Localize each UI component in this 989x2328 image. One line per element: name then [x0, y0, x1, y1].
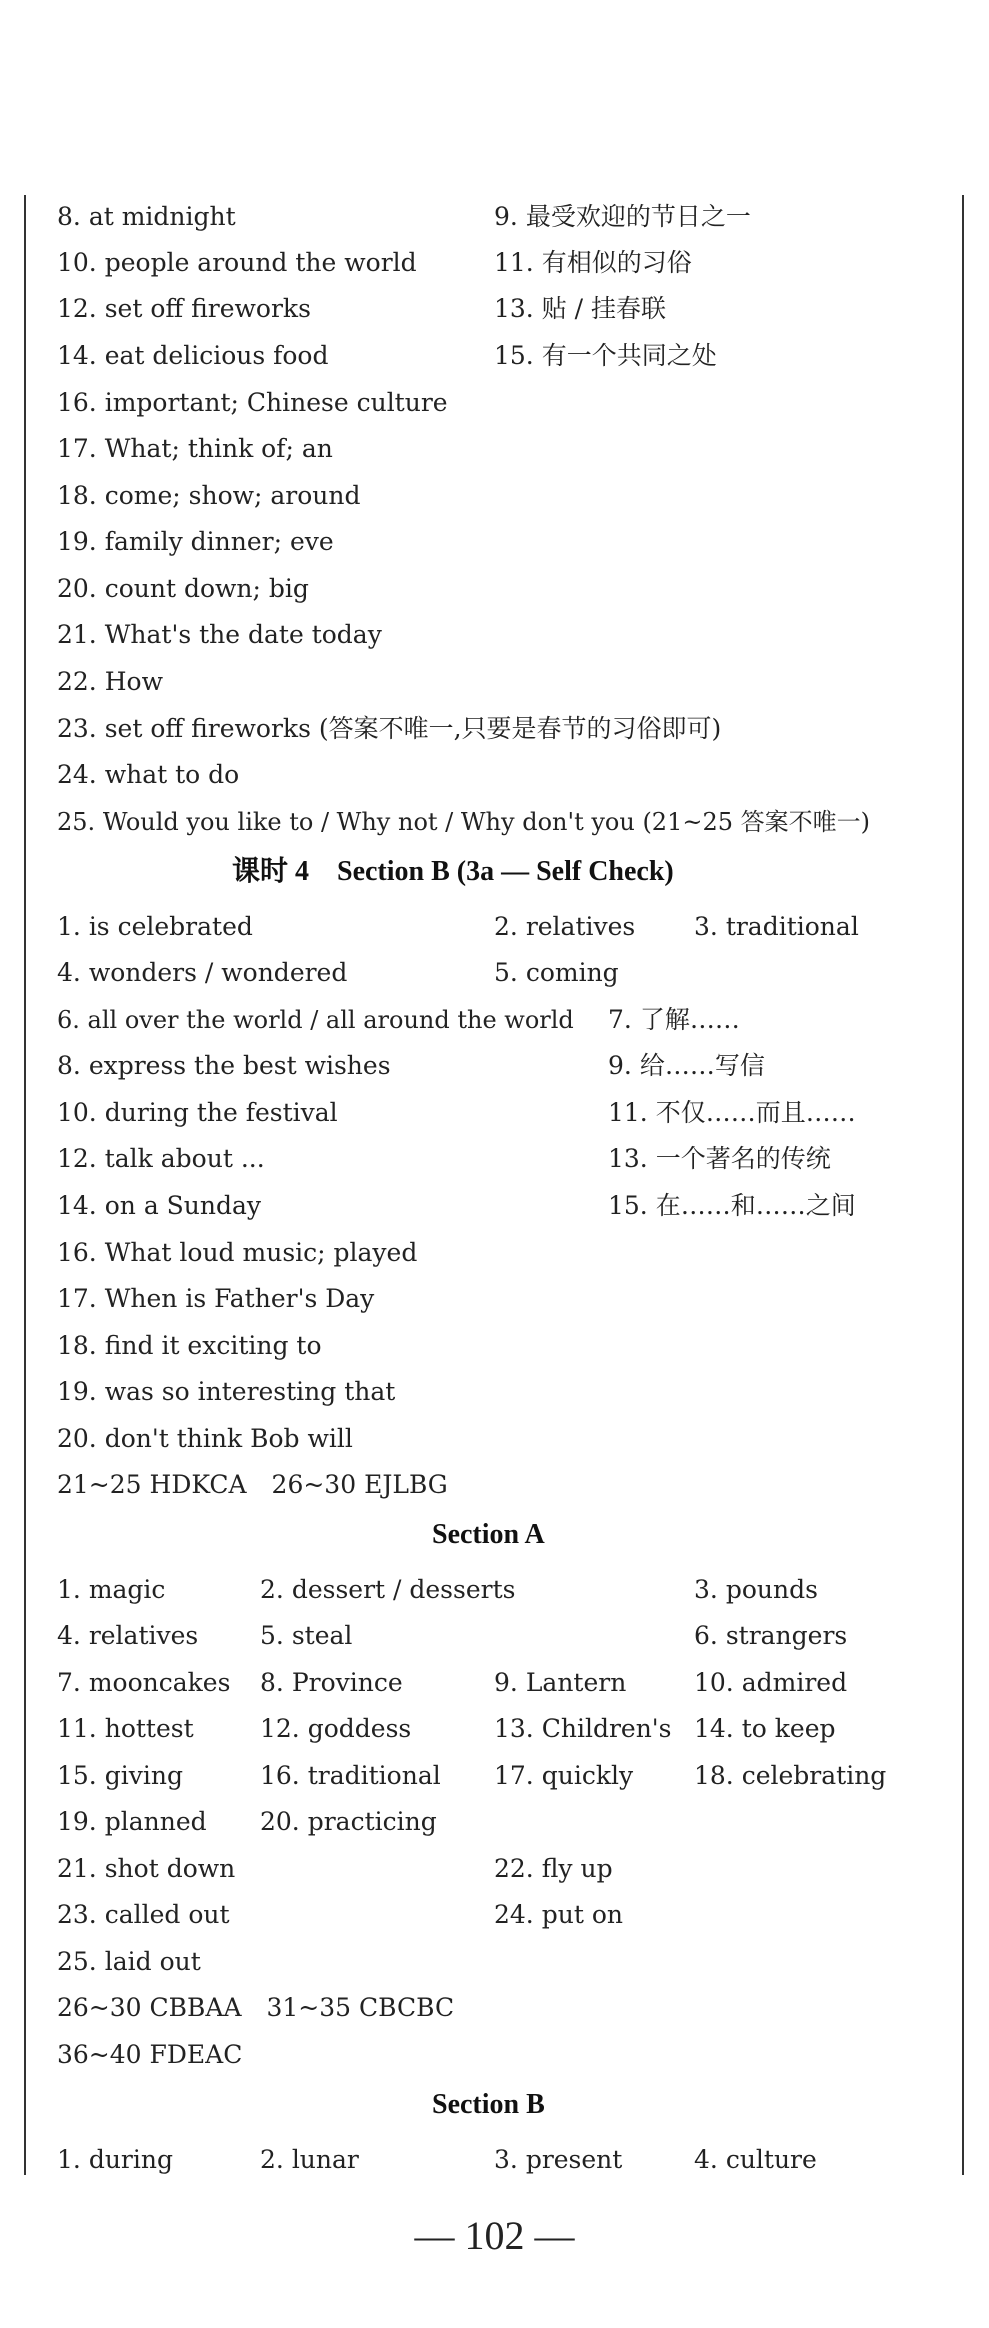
b2-answer-17: 17. When is Father's Day [57, 1284, 375, 1313]
answer-14: 14. eat delicious food [57, 341, 329, 370]
answer-9: 9. 最受欢迎的节日之一 [494, 202, 751, 231]
b2-answer-15: 15. 在……和……之间 [608, 1191, 856, 1220]
b3-answer-18: 18. celebrating [694, 1761, 887, 1790]
b2-answer-7: 7. 了解…… [608, 1005, 740, 1034]
b3-answer-7: 7. mooncakes [57, 1668, 231, 1697]
b3-answer-19: 19. planned [57, 1807, 207, 1836]
b3-answer-23: 23. called out [57, 1900, 230, 1929]
answer-18: 18. come; show; around [57, 481, 361, 510]
b4-answer-2: 2. lunar [260, 2145, 359, 2174]
b3-answer-4: 4. relatives [57, 1621, 199, 1650]
b3-answer-21: 21. shot down [57, 1854, 236, 1883]
b2-answer-3: 3. traditional [694, 912, 859, 941]
b2-choice-answers: 21~25 HDKCA 26~30 EJLBG [57, 1470, 448, 1499]
b2-answer-12: 12. talk about ... [57, 1144, 265, 1173]
b2-answer-20: 20. don't think Bob will [57, 1424, 353, 1453]
b3-answer-25: 25. laid out [57, 1947, 201, 1976]
b3-answer-5: 5. steal [260, 1621, 353, 1650]
b4-answer-3: 3. present [494, 2145, 623, 2174]
answer-21: 21. What's the date today [57, 620, 382, 649]
b3-answer-17: 17. quickly [494, 1761, 634, 1790]
page-number: — 102 — [414, 2213, 575, 2258]
answer-15: 15. 有一个共同之处 [494, 341, 717, 370]
b2-answer-10: 10. during the festival [57, 1098, 338, 1127]
answer-10: 10. people around the world [57, 248, 417, 277]
answer-22: 22. How [57, 667, 163, 696]
answer-19: 19. family dinner; eve [57, 527, 334, 556]
b2-answer-9: 9. 给……写信 [608, 1051, 765, 1080]
b3-answer-3: 3. pounds [694, 1575, 818, 1604]
answer-16: 16. important; Chinese culture [57, 388, 448, 417]
b3-answer-13: 13. Children's [494, 1714, 672, 1743]
b3-choice-answers-2: 36~40 FDEAC [57, 2040, 243, 2069]
answer-8: 8. at midnight [57, 202, 236, 231]
b3-answer-12: 12. goddess [260, 1714, 412, 1743]
b2-answer-16: 16. What loud music; played [57, 1238, 418, 1267]
section-b-heading: Section B [432, 2089, 545, 2120]
b2-answer-1: 1. is celebrated [57, 912, 253, 941]
answer-13: 13. 贴 / 挂春联 [494, 294, 667, 323]
b3-answer-8: 8. Province [260, 1668, 403, 1697]
b3-choice-answers-1: 26~30 CBBAA 31~35 CBCBC [57, 1993, 455, 2022]
b2-answer-6: 6. all over the world / all around the world [57, 1006, 574, 1034]
b2-answer-13: 13. 一个著名的传统 [608, 1144, 831, 1173]
b3-answer-10: 10. admired [694, 1668, 848, 1697]
b3-answer-14: 14. to keep [694, 1714, 836, 1743]
answer-11: 11. 有相似的习俗 [494, 248, 692, 277]
answer-23: 23. set off fireworks (答案不唯一,只要是春节的习俗即可) [57, 714, 722, 743]
lesson-4-heading: 课时 4 Section B (3a — Self Check) [232, 856, 674, 887]
b3-answer-11: 11. hottest [57, 1714, 194, 1743]
b2-answer-19: 19. was so interesting that [57, 1377, 396, 1406]
b2-answer-11: 11. 不仅……而且…… [608, 1098, 856, 1127]
b3-answer-16: 16. traditional [260, 1761, 441, 1790]
answer-24: 24. what to do [57, 760, 240, 789]
left-margin-rule [24, 195, 26, 2175]
b2-answer-18: 18. find it exciting to [57, 1331, 322, 1360]
b4-answer-4: 4. culture [694, 2145, 817, 2174]
section-a-heading: Section A [432, 1519, 545, 1550]
b2-answer-4: 4. wonders / wondered [57, 958, 348, 987]
b2-answer-8: 8. express the best wishes [57, 1051, 391, 1080]
b3-answer-9: 9. Lantern [494, 1668, 627, 1697]
answer-25: 25. Would you like to / Why not / Why don't you (21~25 答案不唯一) [57, 808, 870, 836]
b4-answer-1: 1. during [57, 2145, 173, 2174]
b3-answer-24: 24. put on [494, 1900, 623, 1929]
b2-answer-14: 14. on a Sunday [57, 1191, 262, 1220]
answer-17: 17. What; think of; an [57, 434, 333, 463]
b3-answer-1: 1. magic [57, 1575, 166, 1604]
b2-answer-5: 5. coming [494, 958, 619, 987]
b3-answer-6: 6. strangers [694, 1621, 848, 1650]
answer-20: 20. count down; big [57, 574, 309, 603]
right-margin-rule [962, 195, 964, 2175]
b2-answer-2: 2. relatives [494, 912, 636, 941]
b3-answer-20: 20. practicing [260, 1807, 437, 1836]
b3-answer-15: 15. giving [57, 1761, 183, 1790]
b3-answer-2: 2. dessert / desserts [260, 1575, 516, 1604]
b3-answer-22: 22. fly up [494, 1854, 613, 1883]
answer-12: 12. set off fireworks [57, 294, 311, 323]
